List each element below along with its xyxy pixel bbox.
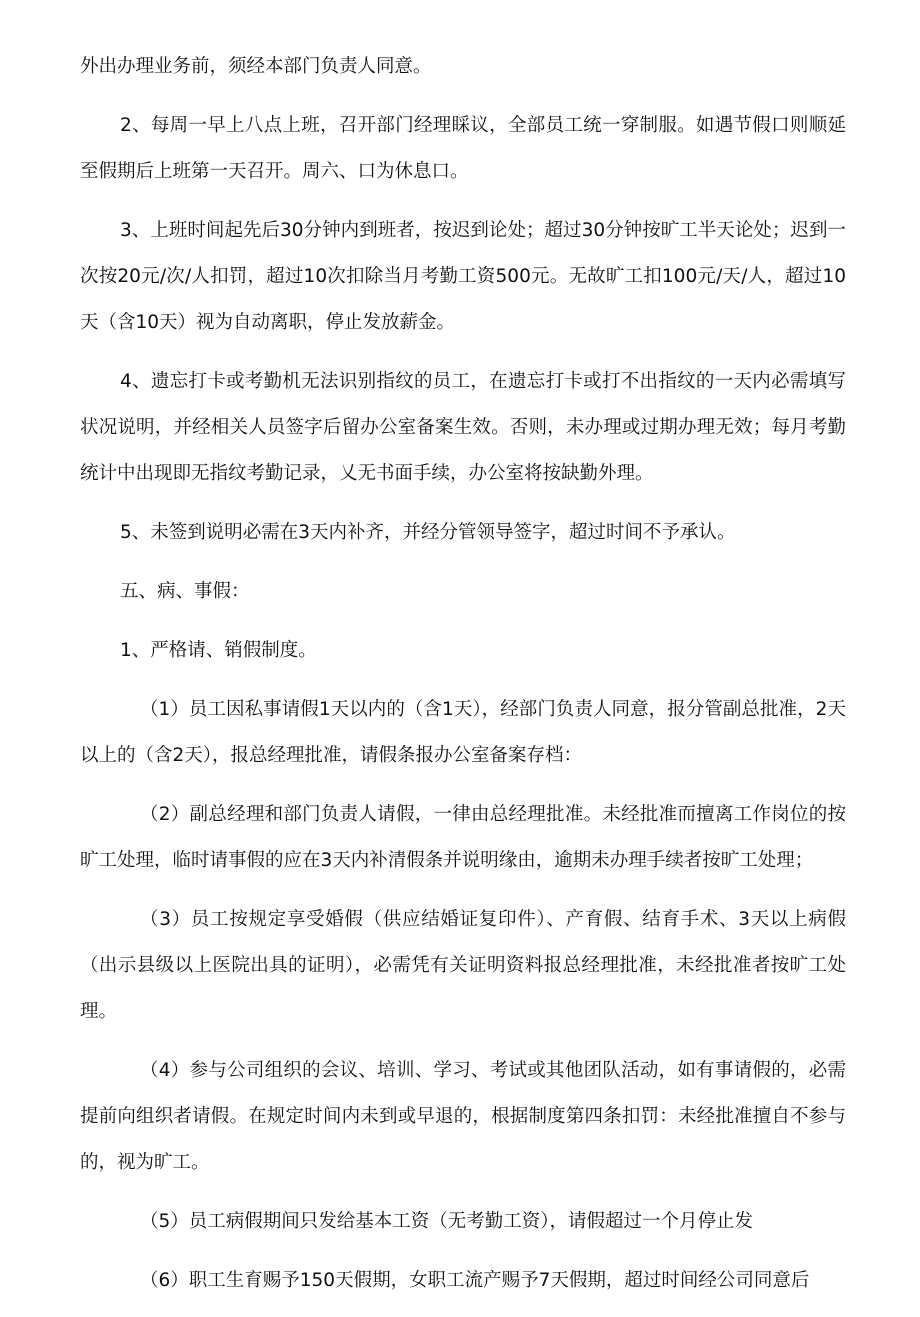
subheading-leave-system: 1、严格请、销假制度。 <box>120 640 317 661</box>
paragraph-item-2: （2）副总经理和部门负责人请假，一律由总经理批准。未经批准而擅离工作岗位的按旷工处理，临时请事假的应在3天内补清假条并说明缘由，逾期未办理手续者按旷工处理； <box>80 804 846 871</box>
paragraph-rule-3: 3、上班时间起先后30分钟内到班者，按迟到论处；超过30分钟按旷工半天论处；迟到一次按20元/次/人扣罚，超过10次扣除当月考勤工资500元。无故旷工扣100元/天/人，超过10天（含10天）视为自动离职，停止发放薪金。 <box>80 220 846 333</box>
paragraph-rule-5: 5、未签到说明必需在3天内补齐，并经分管领导签字，超过时间不予承认。 <box>120 522 736 543</box>
document-body <box>80 44 846 1317</box>
paragraph-rule-4: 4、遗忘打卡或考勤机无法识别指纹的员工，在遗忘打卡或打不出指纹的一天内必需填写状况说明，并经相关人员签字后留办公室备案生效。否则，未办理或过期办理无效；每月考勤统计中出现即无指纹考勤记录，乂无书面手续，办公室将按缺勤外理。 <box>80 371 846 484</box>
paragraph-rule-2: 2、每周一早上八点上班，召开部门经理睬议，全部员工统一穿制服。如遇节假口则顺延至假期后上班第一天召开。周六、口为休息口。 <box>80 115 846 182</box>
paragraph-item-4: （4）参与公司组织的会议、培训、学习、考试或其他团队活动，如有事请假的，必需提前向组织者请假。在规定时间内未到或早退的，根据制度第四条扣罚：未经批准擅自不参与的，视为旷工。 <box>80 1060 846 1173</box>
paragraph-item-5: （5）员工病假期间只发给基本工资（无考勤工资），请假超过一个月停止发 <box>140 1211 754 1232</box>
paragraph-continuation: 外出办理业务前，须经本部门负责人同意。 <box>80 56 432 77</box>
section-heading-sick-leave: 五、病、事假： <box>120 581 250 602</box>
paragraph-item-3: （3）员工按规定享受婚假（供应结婚证复印件）、产育假、结育手术、3天以上病假（出示县级以上医院出具的证明），必需凭有关证明资料报总经理批准，未经批准者按旷工处理。 <box>80 909 846 1022</box>
paragraph-item-1: （1）员工因私事请假1天以内的（含1天），经部门负责人同意，报分管副总批准，2天以上的（含2天），报总经理批准，请假条报办公室备案存档： <box>80 699 846 766</box>
paragraph-item-6: （6）职工生育赐予150天假期，女职工流产赐予7天假期，超过时间经公司同意后 <box>140 1270 810 1291</box>
